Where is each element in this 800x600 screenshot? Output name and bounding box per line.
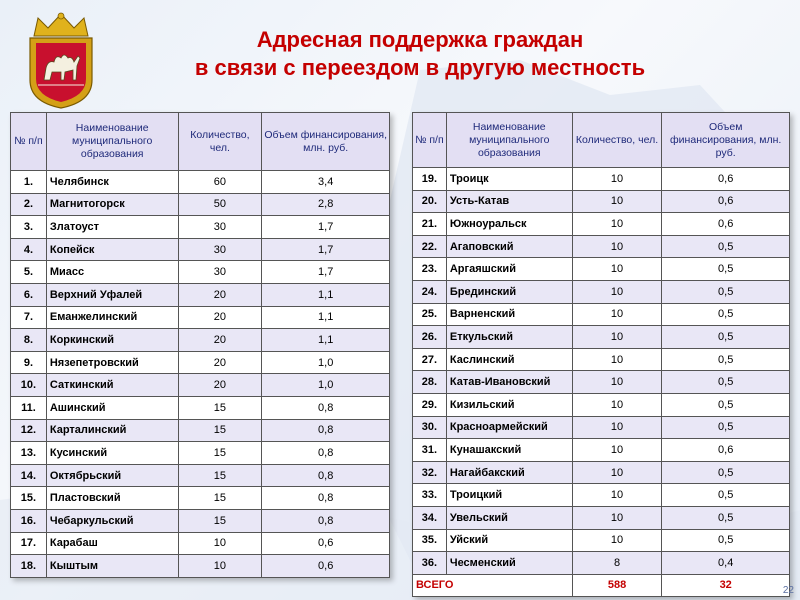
row-number: 4. — [11, 238, 47, 261]
people-count: 10 — [572, 190, 662, 213]
row-number: 15. — [11, 487, 47, 510]
table-row — [11, 306, 390, 329]
row-number: 14. — [11, 464, 47, 487]
funding-amount: 1,7 — [262, 216, 390, 239]
table-row — [413, 348, 790, 371]
people-count: 10 — [572, 416, 662, 439]
total-funding: 32 — [662, 574, 790, 596]
people-count: 10 — [572, 303, 662, 326]
table-row — [413, 416, 790, 439]
funding-amount: 0,8 — [262, 442, 390, 465]
table-row — [413, 461, 790, 484]
funding-amount: 1,0 — [262, 374, 390, 397]
people-count: 10 — [178, 555, 262, 578]
row-number: 21. — [413, 213, 447, 236]
municipality-name: Чесменский — [446, 552, 572, 575]
table-row — [413, 326, 790, 349]
table-row — [11, 509, 390, 532]
table-row — [11, 464, 390, 487]
row-number: 16. — [11, 509, 47, 532]
people-count: 20 — [178, 374, 262, 397]
people-count: 10 — [572, 213, 662, 236]
people-count: 10 — [572, 371, 662, 394]
header-name: Наименование муниципального образования — [46, 113, 178, 171]
total-label: ВСЕГО — [413, 574, 573, 596]
people-count: 10 — [572, 280, 662, 303]
table-row — [413, 439, 790, 462]
municipality-name: Челябинск — [46, 171, 178, 194]
funding-amount: 0,5 — [662, 461, 790, 484]
municipality-name: Кизильский — [446, 393, 572, 416]
header-name: Наименование муниципального образования — [446, 113, 572, 168]
table-row — [11, 351, 390, 374]
people-count: 10 — [572, 235, 662, 258]
people-count: 10 — [572, 506, 662, 529]
table-header-row — [11, 113, 390, 171]
total-count: 588 — [572, 574, 662, 596]
row-number: 33. — [413, 484, 447, 507]
municipality-name: Златоуст — [46, 216, 178, 239]
funding-amount: 0,8 — [262, 487, 390, 510]
municipality-name: Кыштым — [46, 555, 178, 578]
table-row — [413, 168, 790, 191]
table-row — [11, 216, 390, 239]
header-num: № п/п — [413, 113, 447, 168]
people-count: 10 — [572, 484, 662, 507]
table-row — [413, 258, 790, 281]
municipality-name: Агаповский — [446, 235, 572, 258]
row-number: 13. — [11, 442, 47, 465]
funding-amount: 2,8 — [262, 193, 390, 216]
row-number: 27. — [413, 348, 447, 371]
table-row — [11, 396, 390, 419]
funding-amount: 0,5 — [662, 303, 790, 326]
row-number: 10. — [11, 374, 47, 397]
header-funding: Объем финансирования, млн. руб. — [262, 113, 390, 171]
right-table-body — [413, 168, 790, 575]
left-support-table — [10, 112, 390, 578]
title-line-1: Адресная поддержка граждан — [256, 27, 584, 52]
municipality-name: Еманжелинский — [46, 306, 178, 329]
table-row — [413, 371, 790, 394]
table-row — [11, 283, 390, 306]
funding-amount: 1,1 — [262, 329, 390, 352]
row-number: 34. — [413, 506, 447, 529]
table-row — [11, 419, 390, 442]
table-row — [413, 280, 790, 303]
people-count: 15 — [178, 419, 262, 442]
funding-amount: 0,5 — [662, 371, 790, 394]
funding-amount: 1,7 — [262, 261, 390, 284]
municipality-name: Верхний Уфалей — [46, 283, 178, 306]
table-row — [413, 529, 790, 552]
people-count: 50 — [178, 193, 262, 216]
table-row — [11, 238, 390, 261]
municipality-name: Нязепетровский — [46, 351, 178, 374]
funding-amount: 0,5 — [662, 393, 790, 416]
funding-amount: 0,5 — [662, 280, 790, 303]
municipality-name: Брединский — [446, 280, 572, 303]
coat-of-arms-icon — [20, 10, 102, 110]
left-table-body — [11, 171, 390, 578]
municipality-name: Усть-Катав — [446, 190, 572, 213]
funding-amount: 0,6 — [262, 555, 390, 578]
funding-amount: 0,5 — [662, 416, 790, 439]
people-count: 10 — [572, 461, 662, 484]
header-count: Количество, чел. — [572, 113, 662, 168]
municipality-name: Увельский — [446, 506, 572, 529]
funding-amount: 0,4 — [662, 552, 790, 575]
municipality-name: Магнитогорск — [46, 193, 178, 216]
people-count: 10 — [572, 168, 662, 191]
municipality-name: Варненский — [446, 303, 572, 326]
municipality-name: Троицкий — [446, 484, 572, 507]
funding-amount: 1,7 — [262, 238, 390, 261]
municipality-name: Чебаркульский — [46, 509, 178, 532]
row-number: 20. — [413, 190, 447, 213]
table-row — [413, 303, 790, 326]
people-count: 20 — [178, 329, 262, 352]
row-number: 8. — [11, 329, 47, 352]
people-count: 30 — [178, 216, 262, 239]
funding-amount: 1,0 — [262, 351, 390, 374]
table-row — [11, 171, 390, 194]
municipality-name: Саткинский — [46, 374, 178, 397]
table-row — [11, 261, 390, 284]
municipality-name: Аргаяшский — [446, 258, 572, 281]
municipality-name: Миасс — [46, 261, 178, 284]
people-count: 10 — [572, 439, 662, 462]
funding-amount: 0,5 — [662, 348, 790, 371]
row-number: 11. — [11, 396, 47, 419]
municipality-name: Еткульский — [446, 326, 572, 349]
people-count: 10 — [572, 348, 662, 371]
page-title — [110, 26, 730, 82]
municipality-name: Ашинский — [46, 396, 178, 419]
header-funding: Объем финансирования, млн. руб. — [662, 113, 790, 168]
funding-amount: 0,8 — [262, 509, 390, 532]
row-number: 19. — [413, 168, 447, 191]
row-number: 28. — [413, 371, 447, 394]
table-row — [11, 329, 390, 352]
municipality-name: Октябрьский — [46, 464, 178, 487]
title-line-2: в связи с переездом в другую местность — [194, 55, 646, 80]
people-count: 15 — [178, 509, 262, 532]
row-number: 30. — [413, 416, 447, 439]
people-count: 10 — [572, 258, 662, 281]
municipality-name: Катав-Ивановский — [446, 371, 572, 394]
row-number: 29. — [413, 393, 447, 416]
people-count: 10 — [572, 326, 662, 349]
municipality-name: Южноуральск — [446, 213, 572, 236]
people-count: 30 — [178, 261, 262, 284]
total-row — [413, 574, 790, 596]
row-number: 25. — [413, 303, 447, 326]
people-count: 20 — [178, 306, 262, 329]
people-count: 60 — [178, 171, 262, 194]
table-row — [413, 393, 790, 416]
row-number: 7. — [11, 306, 47, 329]
people-count: 20 — [178, 283, 262, 306]
municipality-name: Пластовский — [46, 487, 178, 510]
people-count: 30 — [178, 238, 262, 261]
funding-amount: 0,5 — [662, 484, 790, 507]
table-row — [11, 442, 390, 465]
funding-amount: 0,6 — [262, 532, 390, 555]
header-num: № п/п — [11, 113, 47, 171]
right-support-table — [412, 112, 790, 597]
funding-amount: 0,5 — [662, 529, 790, 552]
table-row — [413, 190, 790, 213]
table-row — [413, 484, 790, 507]
row-number: 31. — [413, 439, 447, 462]
row-number: 2. — [11, 193, 47, 216]
funding-amount: 0,6 — [662, 190, 790, 213]
municipality-name: Кусинский — [46, 442, 178, 465]
table-row — [11, 532, 390, 555]
municipality-name: Карталинский — [46, 419, 178, 442]
municipality-name: Карабаш — [46, 532, 178, 555]
funding-amount: 0,5 — [662, 235, 790, 258]
row-number: 18. — [11, 555, 47, 578]
municipality-name: Коркинский — [46, 329, 178, 352]
people-count: 20 — [178, 351, 262, 374]
people-count: 8 — [572, 552, 662, 575]
funding-amount: 0,6 — [662, 439, 790, 462]
table-row — [11, 555, 390, 578]
row-number: 22. — [413, 235, 447, 258]
row-number: 5. — [11, 261, 47, 284]
funding-amount: 0,6 — [662, 168, 790, 191]
row-number: 17. — [11, 532, 47, 555]
funding-amount: 0,5 — [662, 326, 790, 349]
people-count: 15 — [178, 442, 262, 465]
people-count: 10 — [572, 393, 662, 416]
page-number: 22 — [782, 585, 794, 596]
table-row — [11, 374, 390, 397]
municipality-name: Каслинский — [446, 348, 572, 371]
municipality-name: Троицк — [446, 168, 572, 191]
header-count: Количество, чел. — [178, 113, 262, 171]
table-row — [413, 552, 790, 575]
funding-amount: 1,1 — [262, 306, 390, 329]
table-header-row — [413, 113, 790, 168]
municipality-name: Копейск — [46, 238, 178, 261]
people-count: 10 — [572, 529, 662, 552]
table-row — [413, 213, 790, 236]
row-number: 9. — [11, 351, 47, 374]
row-number: 24. — [413, 280, 447, 303]
funding-amount: 0,8 — [262, 464, 390, 487]
table-row — [11, 193, 390, 216]
people-count: 15 — [178, 487, 262, 510]
row-number: 12. — [11, 419, 47, 442]
row-number: 36. — [413, 552, 447, 575]
municipality-name: Нагайбакский — [446, 461, 572, 484]
municipality-name: Уйский — [446, 529, 572, 552]
municipality-name: Красноармейский — [446, 416, 572, 439]
row-number: 1. — [11, 171, 47, 194]
people-count: 10 — [178, 532, 262, 555]
funding-amount: 0,8 — [262, 396, 390, 419]
funding-amount: 0,8 — [262, 419, 390, 442]
funding-amount: 0,6 — [662, 213, 790, 236]
table-row — [11, 487, 390, 510]
row-number: 35. — [413, 529, 447, 552]
funding-amount: 0,5 — [662, 506, 790, 529]
table-row — [413, 235, 790, 258]
people-count: 15 — [178, 464, 262, 487]
row-number: 32. — [413, 461, 447, 484]
funding-amount: 3,4 — [262, 171, 390, 194]
funding-amount: 0,5 — [662, 258, 790, 281]
people-count: 15 — [178, 396, 262, 419]
row-number: 6. — [11, 283, 47, 306]
row-number: 23. — [413, 258, 447, 281]
row-number: 3. — [11, 216, 47, 239]
municipality-name: Кунашакский — [446, 439, 572, 462]
funding-amount: 1,1 — [262, 283, 390, 306]
table-row — [413, 506, 790, 529]
row-number: 26. — [413, 326, 447, 349]
